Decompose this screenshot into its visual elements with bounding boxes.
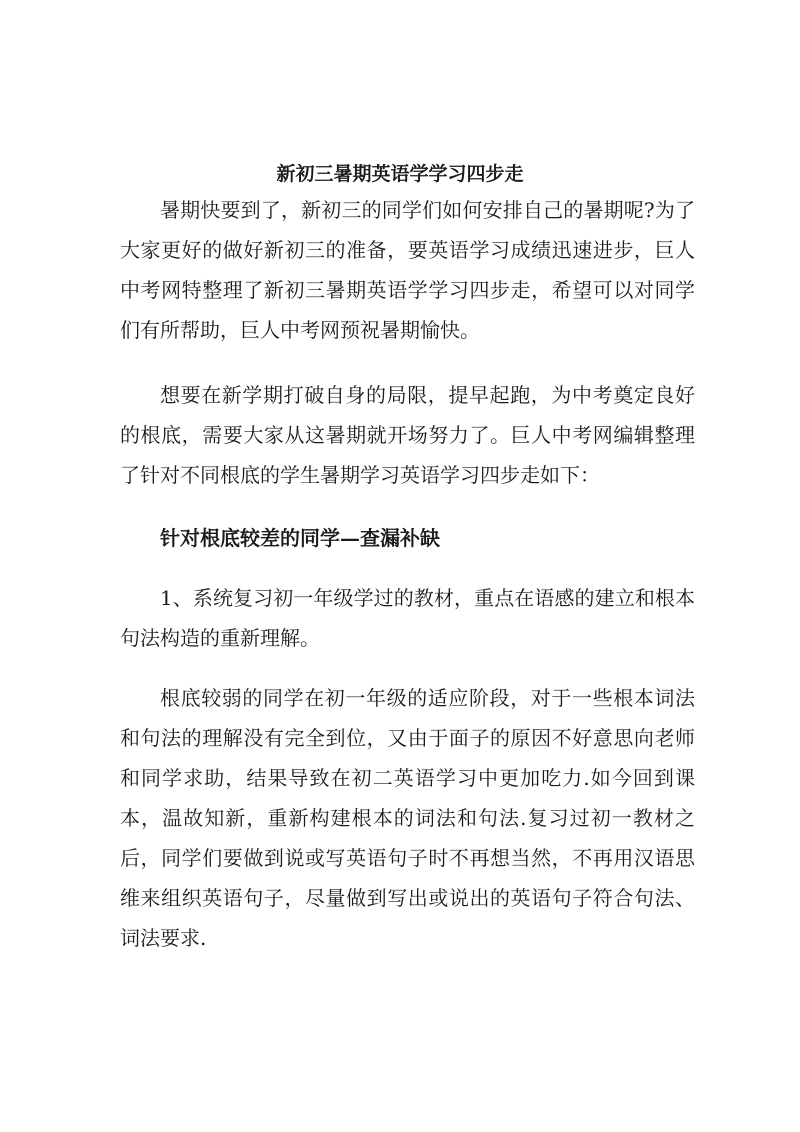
context-paragraph: 想要在新学期打破自身的局限，提早起跑，为中考奠定良好的根底，需要大家从这暑期就开场努力了。巨人中考网编辑整理了针对不同根底的学生暑期学习英语学习四步走如下： [120, 383, 695, 487]
document-title: 新初三暑期英语学学习四步走 [276, 163, 524, 185]
step-1-paragraph: 1、系统复习初一年级学过的教材，重点在语感的建立和根本句法构造的重新理解。 [120, 586, 695, 650]
section-heading: 针对根底较差的同学—查漏补缺 [160, 526, 440, 550]
intro-paragraph: 暑期快要到了，新初三的同学们如何安排自己的暑期呢?为了大家更好的做好新初三的准备，要英语学习成绩迅速进步，巨人中考网特整理了新初三暑期英语学学习四步走，希望可以对同学们有所帮助，巨人中考网预祝暑期愉快。 [120, 198, 695, 342]
step-1-detail-paragraph: 根底较弱的同学在初一年级的适应阶段，对于一些根本词法和句法的理解没有完全到位，又由于面子的原因不好意思向老师和同学求助，结果导致在初二英语学习中更加吃力.如今回到课本，温故知新，重新构建根本的词法和句法.复习过初一教材之后，同学们要做到说或写英语句子时不再想当然，不再用汉语思维来组织英语句子，尽量做到写出或说出的英语句子符合句法、词法要求. [120, 686, 695, 950]
